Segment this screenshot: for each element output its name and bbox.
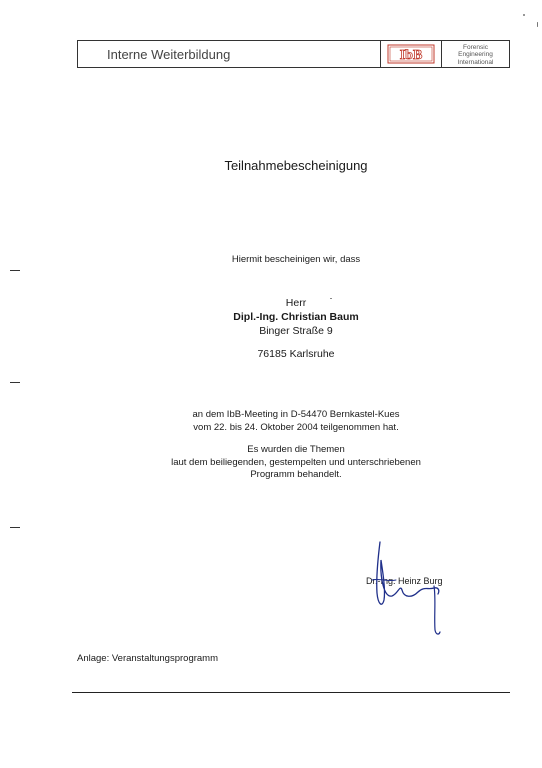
letterhead-tagline: [442, 44, 509, 66]
topics-line: Programm behandelt.: [250, 469, 342, 480]
topics-line: laut dem beiliegenden, gestempelten und unterschriebenen: [171, 456, 421, 468]
scan-speck: [523, 14, 525, 16]
ibb-logo: [387, 44, 435, 64]
meeting-paragraph: [0, 409, 542, 434]
recipient-city: 76185 Karlsruhe: [257, 348, 335, 360]
meeting-line: an dem IbB-Meeting in D-54470 Bernkastel-Kues: [192, 409, 400, 420]
signer-name: Dr.-Ing. Heinz Burg: [366, 576, 443, 586]
margin-mark: [10, 270, 20, 271]
footer-divider: [72, 692, 510, 693]
meeting-line: vom 22. bis 24. Oktober 2004 teilgenommen hat.: [193, 421, 399, 433]
intro-text: Hiermit bescheinigen wir, dass: [231, 254, 361, 265]
tagline-line: International: [457, 58, 494, 66]
tagline-line: Forensic: [463, 44, 488, 51]
letterhead-title: Interne Weiterbildung: [107, 47, 231, 62]
logo-text: IbB: [399, 48, 423, 63]
attachment-note: Anlage: Veranstaltungsprogramm: [77, 653, 218, 664]
letterhead-box: [77, 40, 510, 68]
recipient-name: Dipl.-Ing. Christian Baum: [233, 311, 359, 323]
topics-line: Es wurden die Themen: [247, 444, 345, 455]
document-title: Teilnahmebescheinigung: [224, 158, 368, 173]
recipient-street: Binger Straße 9: [259, 325, 333, 337]
logo-cell: [380, 41, 442, 67]
margin-mark: [10, 382, 20, 383]
margin-mark: [10, 527, 20, 528]
scan-speck: [537, 22, 538, 27]
scan-speck: [330, 298, 332, 299]
recipient-salutation: Herr: [285, 297, 307, 309]
handwritten-signature: [368, 538, 458, 638]
topics-paragraph: [0, 444, 542, 482]
tagline-line: Engineering: [458, 51, 493, 59]
